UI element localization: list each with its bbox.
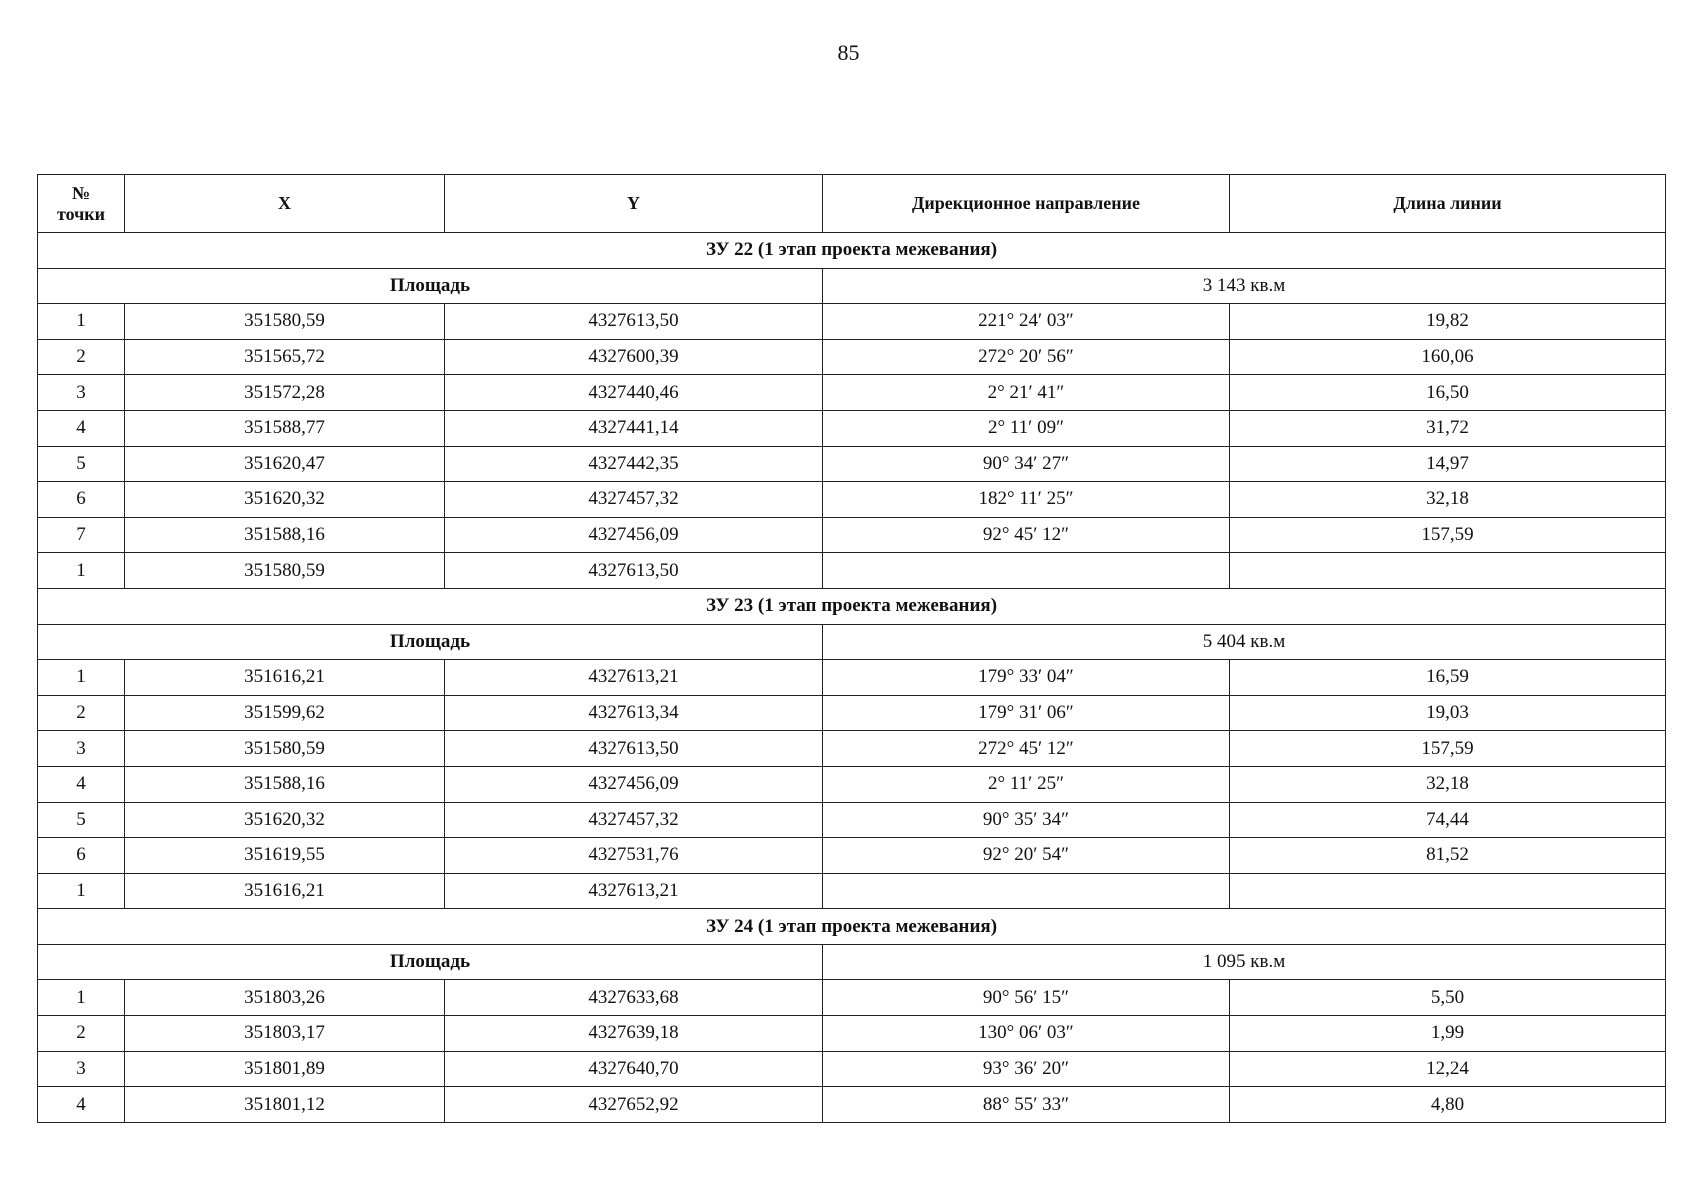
cell-point-number: 1 (38, 553, 125, 589)
table-row (38, 1016, 1666, 1052)
cell-x: 351620,47 (125, 446, 445, 482)
cell-direction: 92° 20′ 54″ (823, 838, 1230, 874)
cell-direction (823, 553, 1230, 589)
cell-point-number: 5 (38, 446, 125, 482)
cell-length: 19,82 (1230, 304, 1666, 340)
cell-x: 351588,16 (125, 766, 445, 802)
cell-x: 351588,77 (125, 410, 445, 446)
area-row (38, 944, 1666, 980)
cell-y: 4327457,32 (445, 482, 823, 518)
cell-y: 4327440,46 (445, 375, 823, 411)
area-label: Площадь (38, 268, 823, 304)
cell-x: 351572,28 (125, 375, 445, 411)
cell-length: 157,59 (1230, 517, 1666, 553)
coordinates-table (37, 174, 1666, 1123)
cell-length: 5,50 (1230, 980, 1666, 1016)
header-direction: Дирекционное направление (823, 175, 1230, 233)
cell-length: 32,18 (1230, 766, 1666, 802)
cell-length: 14,97 (1230, 446, 1666, 482)
cell-length: 16,59 (1230, 660, 1666, 696)
area-label: Площадь (38, 944, 823, 980)
cell-direction: 272° 45′ 12″ (823, 731, 1230, 767)
cell-x: 351580,59 (125, 304, 445, 340)
cell-y: 4327652,92 (445, 1087, 823, 1123)
section-title-row (38, 909, 1666, 945)
cell-point-number: 2 (38, 339, 125, 375)
cell-point-number: 1 (38, 304, 125, 340)
table-row (38, 980, 1666, 1016)
cell-direction: 88° 55′ 33″ (823, 1087, 1230, 1123)
header-row (38, 175, 1666, 233)
cell-point-number: 7 (38, 517, 125, 553)
cell-x: 351801,12 (125, 1087, 445, 1123)
cell-point-number: 6 (38, 838, 125, 874)
header-y: Y (445, 175, 823, 233)
cell-direction (823, 873, 1230, 909)
cell-x: 351801,89 (125, 1051, 445, 1087)
cell-y: 4327456,09 (445, 766, 823, 802)
table-row (38, 553, 1666, 589)
table-row (38, 1087, 1666, 1123)
cell-direction: 90° 35′ 34″ (823, 802, 1230, 838)
section-title: ЗУ 24 (1 этап проекта межевания) (38, 909, 1666, 945)
cell-direction: 179° 33′ 04″ (823, 660, 1230, 696)
table-row (38, 339, 1666, 375)
area-value: 1 095 кв.м (823, 944, 1666, 980)
cell-point-number: 2 (38, 1016, 125, 1052)
cell-x: 351803,17 (125, 1016, 445, 1052)
cell-x: 351616,21 (125, 873, 445, 909)
cell-y: 4327640,70 (445, 1051, 823, 1087)
cell-y: 4327457,32 (445, 802, 823, 838)
cell-direction: 2° 11′ 09″ (823, 410, 1230, 446)
table-row (38, 410, 1666, 446)
cell-point-number: 1 (38, 873, 125, 909)
cell-point-number: 3 (38, 731, 125, 767)
area-value: 5 404 кв.м (823, 624, 1666, 660)
area-label: Площадь (38, 624, 823, 660)
cell-length: 19,03 (1230, 695, 1666, 731)
header-x: X (125, 175, 445, 233)
table-row (38, 873, 1666, 909)
area-row (38, 268, 1666, 304)
cell-point-number: 3 (38, 375, 125, 411)
table-row (38, 482, 1666, 518)
cell-y: 4327456,09 (445, 517, 823, 553)
cell-length: 74,44 (1230, 802, 1666, 838)
table-row (38, 838, 1666, 874)
table-row (38, 517, 1666, 553)
table-row (38, 660, 1666, 696)
cell-length: 1,99 (1230, 1016, 1666, 1052)
table-row (38, 802, 1666, 838)
cell-x: 351565,72 (125, 339, 445, 375)
cell-y: 4327613,50 (445, 553, 823, 589)
cell-y: 4327613,21 (445, 660, 823, 696)
section-title: ЗУ 22 (1 этап проекта межевания) (38, 233, 1666, 269)
cell-point-number: 6 (38, 482, 125, 518)
cell-length: 4,80 (1230, 1087, 1666, 1123)
table-body (38, 233, 1666, 1123)
cell-direction: 90° 56′ 15″ (823, 980, 1230, 1016)
cell-x: 351588,16 (125, 517, 445, 553)
header-number-symbol: № (71, 182, 91, 203)
cell-length (1230, 873, 1666, 909)
cell-x: 351619,55 (125, 838, 445, 874)
cell-direction: 182° 11′ 25″ (823, 482, 1230, 518)
cell-length (1230, 553, 1666, 589)
cell-point-number: 1 (38, 660, 125, 696)
cell-x: 351580,59 (125, 553, 445, 589)
cell-y: 4327613,21 (445, 873, 823, 909)
header-length: Длина линии (1230, 175, 1666, 233)
section-title-row (38, 588, 1666, 624)
area-row (38, 624, 1666, 660)
area-value: 3 143 кв.м (823, 268, 1666, 304)
cell-direction: 130° 06′ 03″ (823, 1016, 1230, 1052)
section-title: ЗУ 23 (1 этап проекта межевания) (38, 588, 1666, 624)
cell-direction: 90° 34′ 27″ (823, 446, 1230, 482)
cell-length: 81,52 (1230, 838, 1666, 874)
cell-point-number: 4 (38, 410, 125, 446)
cell-length: 31,72 (1230, 410, 1666, 446)
page-number: 85 (837, 40, 860, 65)
cell-y: 4327639,18 (445, 1016, 823, 1052)
cell-direction: 92° 45′ 12″ (823, 517, 1230, 553)
cell-length: 16,50 (1230, 375, 1666, 411)
cell-point-number: 4 (38, 766, 125, 802)
table-row (38, 446, 1666, 482)
header-point-number (38, 175, 125, 233)
cell-y: 4327531,76 (445, 838, 823, 874)
table-row (38, 1051, 1666, 1087)
table-row (38, 304, 1666, 340)
cell-point-number: 5 (38, 802, 125, 838)
cell-x: 351803,26 (125, 980, 445, 1016)
cell-y: 4327633,68 (445, 980, 823, 1016)
cell-point-number: 1 (38, 980, 125, 1016)
cell-y: 4327442,35 (445, 446, 823, 482)
cell-point-number: 4 (38, 1087, 125, 1123)
table-row (38, 695, 1666, 731)
cell-direction: 2° 11′ 25″ (823, 766, 1230, 802)
cell-direction: 2° 21′ 41″ (823, 375, 1230, 411)
cell-y: 4327613,50 (445, 731, 823, 767)
cell-x: 351599,62 (125, 695, 445, 731)
cell-point-number: 2 (38, 695, 125, 731)
cell-length: 157,59 (1230, 731, 1666, 767)
table-row (38, 731, 1666, 767)
section-title-row (38, 233, 1666, 269)
cell-x: 351616,21 (125, 660, 445, 696)
cell-direction: 93° 36′ 20″ (823, 1051, 1230, 1087)
table-row (38, 766, 1666, 802)
cell-y: 4327613,50 (445, 304, 823, 340)
table-row (38, 375, 1666, 411)
cell-point-number: 3 (38, 1051, 125, 1087)
cell-length: 32,18 (1230, 482, 1666, 518)
cell-y: 4327613,34 (445, 695, 823, 731)
cell-y: 4327600,39 (445, 339, 823, 375)
cell-x: 351620,32 (125, 482, 445, 518)
cell-direction: 179° 31′ 06″ (823, 695, 1230, 731)
cell-length: 12,24 (1230, 1051, 1666, 1087)
cell-length: 160,06 (1230, 339, 1666, 375)
table-header (38, 175, 1666, 233)
cell-y: 4327441,14 (445, 410, 823, 446)
cell-x: 351620,32 (125, 802, 445, 838)
cell-direction: 272° 20′ 56″ (823, 339, 1230, 375)
cell-x: 351580,59 (125, 731, 445, 767)
cell-direction: 221° 24′ 03″ (823, 304, 1230, 340)
header-number-word: точки (56, 203, 106, 224)
